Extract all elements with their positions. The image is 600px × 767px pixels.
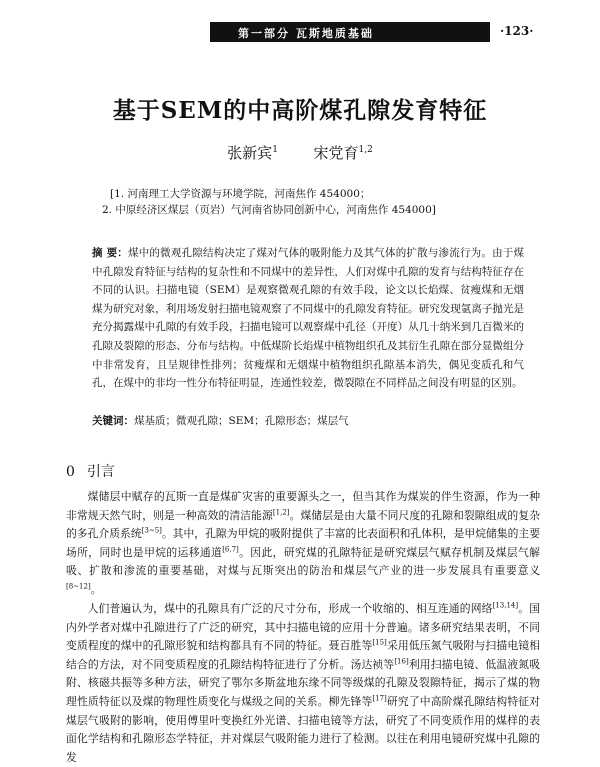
body-paragraph: [66, 600, 540, 767]
affiliation-line: [1. 河南理工大学资源与环境学院，河南焦作 454000；: [110, 188, 371, 200]
citation-ref: [6,7]: [222, 545, 239, 554]
paragraph-text: 利用扫描电镜、低温液氮吸附、核磁共振等多种方法，研究了鄂尔多斯盆地东缘不同等级煤的孔隙及裂隙特征，揭示了煤的物理性质特征以及煤的物理性质变化与煤级之间的关系。柳先锋等: [66, 657, 541, 708]
section-title: 引言: [86, 464, 115, 480]
citation-ref: [8~12]: [66, 582, 91, 591]
section-heading: [66, 461, 115, 481]
paragraph-text: 。因此，研究煤的孔隙特征是研究煤层气赋存机制及煤层气解吸、扩散和渗流的重要基础，对煤与瓦斯突出的防治和煤层气产业的进一步发展具有重要意义: [66, 545, 541, 578]
abstract-label: 摘 要：: [92, 247, 128, 259]
paragraph-text: 人们普遍认为，煤中的孔隙具有广泛的尺寸分布，形成一个收缩的、相互连通的网络: [87, 602, 493, 615]
paragraph-text: 采用低压氮气吸附与扫描电镜相结合的方法，对不同变质程度的孔隙结构特征进行了分析。汤达祯等: [66, 639, 541, 671]
body-paragraph: [66, 488, 540, 600]
affiliation-line: 2. 中原经济区煤层（页岩）气河南省协同创新中心，河南焦作 454000]: [102, 204, 436, 216]
author-affiliation-mark: 1: [272, 145, 278, 155]
paragraph-text: 。煤储层是由大量不同尺度的孔隙和裂隙组成的复杂的多孔介质系统: [66, 508, 541, 541]
paragraph-text: 煤储层中赋存的瓦斯一直是煤矿灾害的重要源头之一，但当其作为煤炭的伴生资源，作为一种非常规天然气时，则是一种高效的清洁能源: [66, 490, 540, 522]
author-line: [0, 142, 600, 163]
abstract-text: 煤中的微观孔隙结构决定了煤对气体的吸附能力及其气体的扩散与渗流行为。由于煤中孔隙发育特征与结构的复杂性和不同煤中的差异性，人们对煤中孔隙的发育与结构特征存在不同的认识。扫描电镜（SEM）是观察微观孔隙的有效手段，论文以长焰煤、贫瘦煤和无烟煤为研究对象，利用场发射扫描电镜观察了不同煤中的孔隙发育特征。研究发现氩离子抛光是充分揭露煤中孔隙的有效手段，扫描电镜可以观察煤中孔径（开度）从几十纳米到几百微米的孔隙及裂隙的形态、分布与结构。中低煤阶长焰煤中植物组织孔及其衍生孔隙在部分显微组分中非常发育，且呈规律性排列；贫瘦煤和无烟煤中植物组织孔隙基本消失，偶见变质孔和气孔，在煤中的非均一性分布特征明显，连通性较差，微裂隙在不同样品之间没有明显的区别。: [92, 247, 525, 390]
citation-ref: [1,2]: [272, 508, 290, 516]
affiliations: [102, 186, 550, 218]
section-number: 0: [66, 464, 75, 480]
author-name: 宋党育: [313, 144, 359, 162]
keywords: [92, 413, 524, 429]
running-header: [0, 22, 600, 44]
citation-ref: [13,14]: [492, 601, 519, 610]
paragraph-text: 。: [90, 582, 102, 596]
paragraph-text: 。其中，孔隙为甲烷的吸附提供了丰富的比表面积和孔体积，是甲烷储集的主要场所，同时也是甲烷的运移通道: [66, 527, 541, 559]
citation-ref: [16]: [394, 657, 409, 666]
keywords-text: 煤基质；微观孔隙；SEM；孔隙形态；煤层气: [134, 415, 349, 427]
page-number: ·123·: [500, 24, 534, 38]
citation-ref: [3~5]: [141, 526, 162, 535]
running-header-title: 第一部分 瓦斯地质基础: [238, 27, 374, 40]
paragraph-text: 。国内外学者对煤中孔隙进行了广泛的研究，其中扫描电镜的应用十分普遍。诸多研究结果表明，不同变质程度的煤中的孔隙形貌和结构都具有不同的特征。聂百胜等: [66, 602, 541, 653]
citation-ref: [15]: [372, 638, 387, 647]
abstract: [92, 244, 524, 393]
citation-ref: [17]: [372, 694, 387, 703]
keywords-label: 关键词：: [92, 415, 134, 427]
article-title: 基于SEM的中高阶煤孔隙发育特征: [112, 97, 488, 124]
paragraph-text: 研究了中高阶煤孔隙结构特征对煤层气吸附的影响，使用傅里叶变换红外光谱、扫描电镜等方法，研究了不同变质作用的煤样的表面化学结构和孔隙形态学特征，并对煤层气吸附能力进行了检测。以往在利用电镜研究煤中孔隙的发: [66, 694, 541, 764]
author-name: 张新宾: [227, 144, 273, 162]
author-affiliation-mark: 1,2: [358, 145, 373, 155]
